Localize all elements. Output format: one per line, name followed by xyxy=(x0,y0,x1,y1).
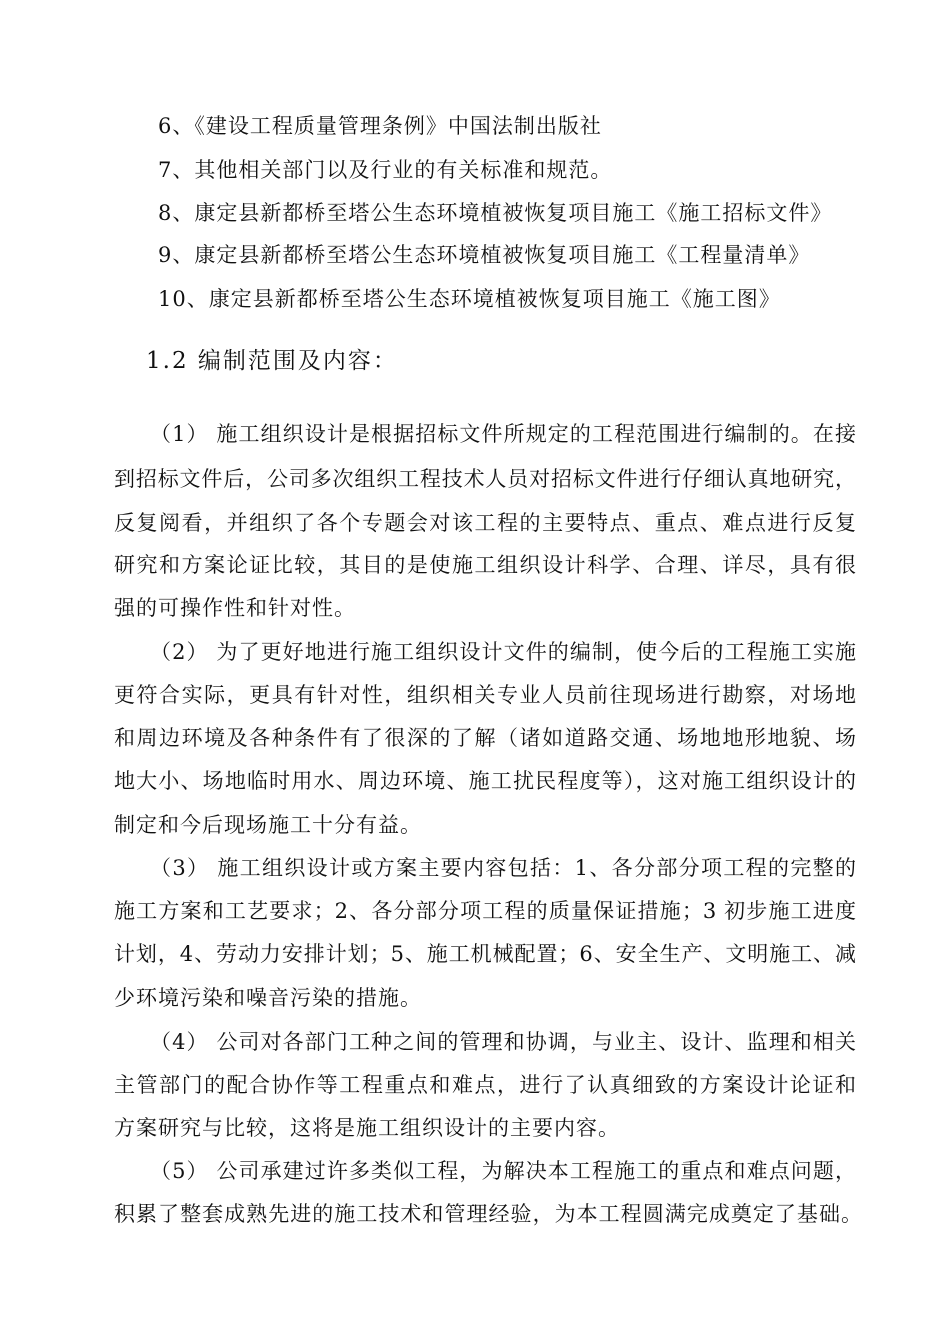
paragraph-5-line-1: （5） 公司承建过许多类似工程，为解决本工程施工的重点和难点问题， xyxy=(150,1159,856,1183)
section-heading: 1.2 编制范围及内容： xyxy=(146,348,398,374)
reference-item-10: 10、康定县新都桥至塔公生态环境植被恢复项目施工《施工图》 xyxy=(158,287,781,311)
paragraph-1-line-4: 研究和方案论证比较，其目的是使施工组织设计科学、合理、详尽，具有很 xyxy=(114,553,856,577)
reference-item-7: 7、其他相关部门以及行业的有关标准和规范。 xyxy=(158,158,613,182)
reference-item-6: 6、《建设工程质量管理条例》中国法制出版社 xyxy=(158,114,602,138)
reference-item-9: 9、康定县新都桥至塔公生态环境植被恢复项目施工《工程量清单》 xyxy=(158,243,811,267)
paragraph-5-line-2: 积累了整套成熟先进的施工技术和管理经验，为本工程圆满完成奠定了基础。 xyxy=(114,1202,862,1226)
paragraph-1-line-1: （1） 施工组织设计是根据招标文件所规定的工程范围进行编制的。在接 xyxy=(150,422,856,446)
paragraph-4-line-3: 方案研究与比较，这将是施工组织设计的主要内容。 xyxy=(114,1116,620,1140)
paragraph-2-line-3: 和周边环境及各种条件有了很深的了解（诸如道路交通、场地地形地貌、场 xyxy=(114,726,856,750)
paragraph-1-line-3: 反复阅看，并组织了各个专题会对该工程的主要特点、重点、难点进行反复 xyxy=(114,511,856,535)
paragraph-3-line-1: （3） 施工组织设计或方案主要内容包括：1、各分部分项工程的完整的 xyxy=(150,856,856,880)
paragraph-4-line-2: 主管部门的配合协作等工程重点和难点，进行了认真细致的方案设计论证和 xyxy=(114,1073,856,1097)
paragraph-3-line-4: 少环境污染和噪音污染的措施。 xyxy=(114,986,422,1010)
paragraph-2-line-4: 地大小、场地临时用水、周边环境、施工扰民程度等），这对施工组织设计的 xyxy=(114,769,856,793)
reference-item-8: 8、康定县新都桥至塔公生态环境植被恢复项目施工《施工招标文件》 xyxy=(158,201,833,225)
paragraph-4-line-1: （4） 公司对各部门工种之间的管理和协调，与业主、设计、监理和相关 xyxy=(150,1030,856,1054)
paragraph-1-line-5: 强的可操作性和针对性。 xyxy=(114,596,356,620)
paragraph-3-line-3: 计划，4、劳动力安排计划；5、施工机械配置；6、安全生产、文明施工、减 xyxy=(114,942,856,966)
paragraph-1-line-2: 到招标文件后，公司多次组织工程技术人员对招标文件进行仔细认真地研究， xyxy=(114,467,856,491)
paragraph-2-line-5: 制定和今后现场施工十分有益。 xyxy=(114,813,422,837)
paragraph-2-line-2: 更符合实际，更具有针对性，组织相关专业人员前往现场进行勘察，对场地 xyxy=(114,683,856,707)
paragraph-2-line-1: （2） 为了更好地进行施工组织设计文件的编制，使今后的工程施工实施 xyxy=(150,640,856,664)
paragraph-3-line-2: 施工方案和工艺要求；2、各分部分项工程的质量保证措施；3 初步施工进度 xyxy=(114,899,856,923)
